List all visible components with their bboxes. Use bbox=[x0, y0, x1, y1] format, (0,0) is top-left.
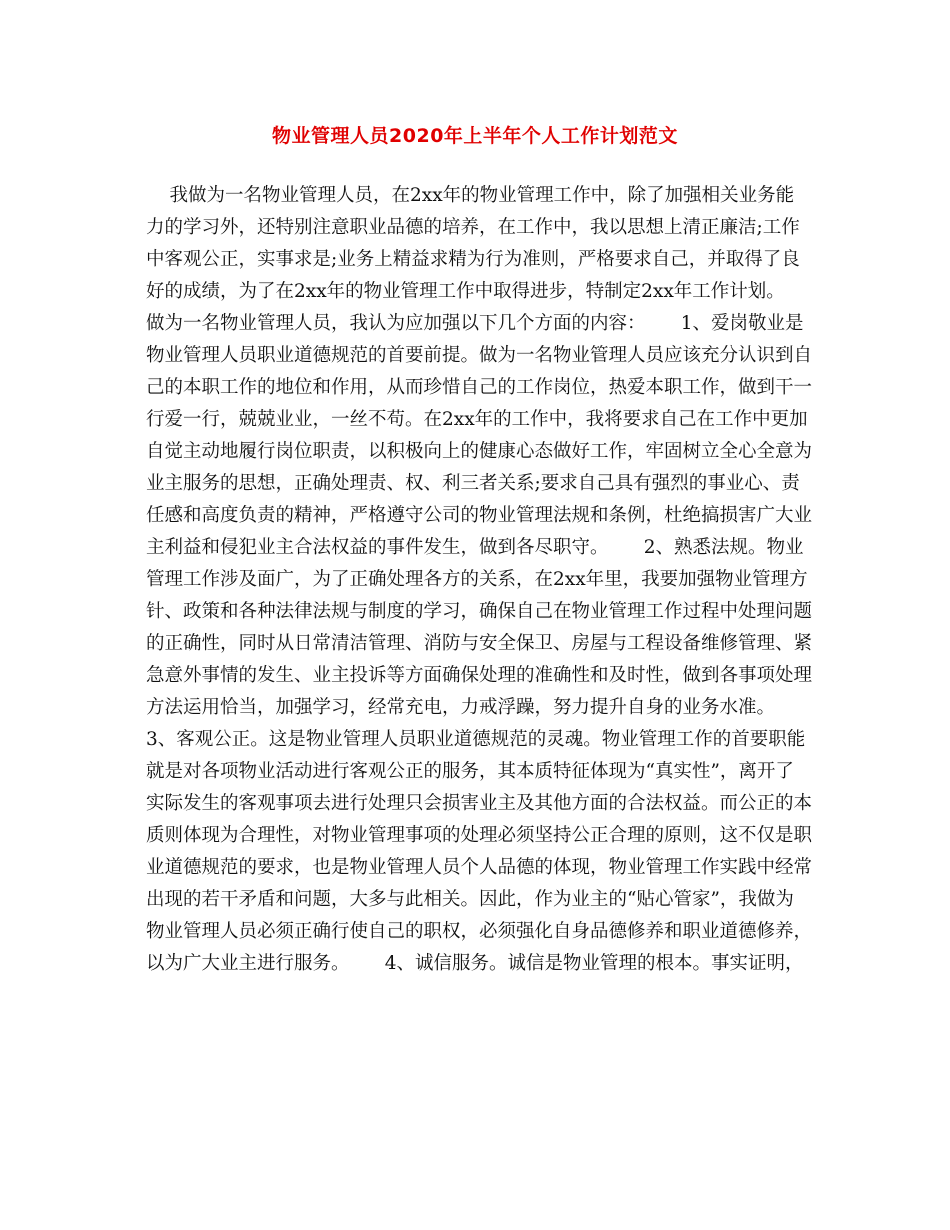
body-line: 我做为一名物业管理人员，在2xx年的物业管理工作中，除了加强相关业务能 bbox=[146, 185, 795, 206]
body-line: 针、政策和各种法律法规与制度的学习，确保自己在物业管理工作过程中处理问题 bbox=[146, 601, 813, 622]
body-line: 物业管理人员必须正确行使自己的职权，必须强化自身品德修养和职业道德修养， bbox=[146, 921, 813, 942]
body-line: 任感和高度负责的精神，严格遵守公司的物业管理法规和条例，杜绝搞损害广大业 bbox=[146, 505, 813, 526]
body-line: 行爱一行，兢兢业业，一丝不苟。在2xx年的工作中，我将要求自己在工作中更加 bbox=[146, 409, 808, 430]
body-line: 业主服务的思想，正确处理责、权、利三者关系;要求自己具有强烈的事业心、责 bbox=[146, 473, 800, 494]
body-line: 出现的若干矛盾和问题，大多与此相关。因此，作为业主的“贴心管家”，我做为 bbox=[146, 889, 794, 910]
body-line: 好的成绩，为了在2xx年的物业管理工作中取得进步，特制定2xx年工作计划。 bbox=[146, 281, 785, 302]
body-line: 做为一名物业管理人员，我认为应加强以下几个方面的内容： 1、爱岗敬业是 bbox=[146, 313, 804, 334]
body-line: 中客观公正，实事求是;业务上精益求精为行为准则，严格要求自己，并取得了良 bbox=[146, 249, 800, 270]
body-line: 方法运用恰当，加强学习，经常充电，力戒浮躁，努力提升自身的业务水准。 bbox=[146, 697, 776, 718]
body-line: 就是对各项物业活动进行客观公正的服务，其本质特征体现为“真实性”，离开了 bbox=[146, 761, 794, 782]
body-line: 自觉主动地履行岗位职责，以积极向上的健康心态做好工作，牢固树立全心全意为 bbox=[146, 441, 813, 462]
body-line: 3、客观公正。这是物业管理人员职业道德规范的灵魂。物业管理工作的首要职能 bbox=[146, 729, 806, 750]
body-line: 物业管理人员职业道德规范的首要前提。做为一名物业管理人员应该充分认识到自 bbox=[146, 345, 813, 366]
document-title: 物业管理人员2020年上半年个人工作计划范文 bbox=[272, 125, 678, 147]
body-line: 力的学习外，还特别注意职业品德的培养，在工作中，我以思想上清正廉洁;工作 bbox=[146, 217, 800, 238]
body-line: 实际发生的客观事项去进行处理只会损害业主及其他方面的合法权益。而公正的本 bbox=[146, 793, 813, 814]
body-line: 的正确性，同时从日常清洁管理、消防与安全保卫、房屋与工程设备维修管理、紧 bbox=[146, 633, 813, 654]
body-line: 业道德规范的要求，也是物业管理人员个人品德的体现，物业管理工作实践中经常 bbox=[146, 857, 813, 878]
body-line: 主利益和侵犯业主合法权益的事件发生，做到各尽职守。 2、熟悉法规。物业 bbox=[146, 537, 804, 558]
body-line: 质则体现为合理性，对物业管理事项的处理必须坚持公正合理的原则，这不仅是职 bbox=[146, 825, 813, 846]
body-line: 急意外事情的发生、业主投诉等方面确保处理的准确性和及时性，做到各事项处理 bbox=[146, 665, 813, 686]
body-line: 以为广大业主进行服务。 4、诚信服务。诚信是物业管理的根本。事实证明， bbox=[146, 953, 804, 974]
body-line: 管理工作涉及面广，为了正确处理各方的关系，在2xx年里，我要加强物业管理方 bbox=[146, 569, 808, 590]
body-line: 己的本职工作的地位和作用，从而珍惜自己的工作岗位，热爱本职工作，做到干一 bbox=[146, 377, 813, 398]
